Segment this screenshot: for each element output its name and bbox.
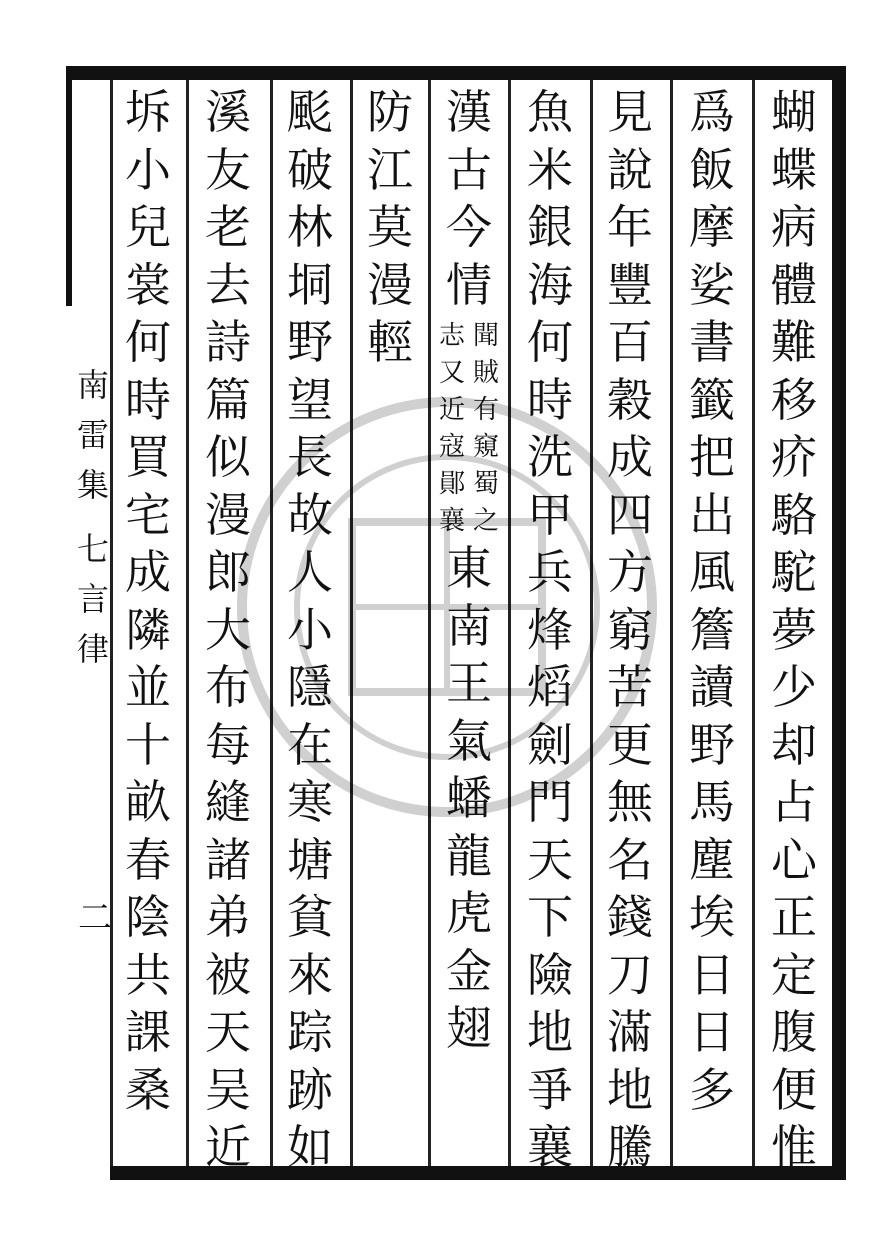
text-character: 兒 (125, 200, 171, 254)
text-column-8 (196, 84, 260, 1174)
text-character: 埃 (689, 890, 735, 944)
text-character: 病 (771, 200, 817, 254)
text-character: 溪 (205, 85, 251, 139)
text-character: 穀 (607, 372, 653, 427)
text-column-3 (598, 84, 662, 1174)
text-character: 年 (607, 200, 653, 254)
gutter-character: 言 (76, 580, 109, 618)
text-character: 王 (446, 656, 492, 710)
text-column-6 (358, 84, 422, 1164)
gutter-title (74, 360, 112, 674)
text-character: 大 (205, 602, 251, 657)
text-character: 情 (446, 257, 492, 312)
main-text-top (446, 84, 492, 314)
text-character: 塵 (689, 832, 735, 887)
main-text-bottom (446, 540, 492, 1058)
text-character: 氣 (446, 713, 492, 768)
text-character: 虎 (446, 886, 492, 940)
text-character: 移 (771, 372, 817, 427)
text-character: 江 (367, 142, 413, 197)
text-character: 出 (689, 487, 735, 542)
text-character: 銀 (527, 200, 573, 254)
text-character: 名 (607, 832, 653, 887)
text-character: 野 (287, 315, 333, 369)
text-character: 漫 (205, 487, 251, 542)
text-character: 熖 (527, 660, 573, 714)
column-rule (752, 80, 755, 1166)
gutter-character: 七 (76, 530, 109, 568)
text-character: 時 (527, 372, 573, 427)
text-character: 何 (125, 315, 171, 369)
text-character: 諸 (205, 832, 251, 887)
text-character: 說 (607, 142, 653, 197)
text-character: 駱 (771, 487, 817, 542)
text-character: 刀 (607, 947, 653, 1002)
gutter-character: 律 (76, 630, 109, 668)
text-character: 老 (205, 200, 251, 254)
text-column-1 (762, 84, 826, 1174)
text-character: 桑 (125, 1062, 171, 1117)
note-character: 寇 (438, 432, 465, 462)
text-character: 金 (446, 943, 492, 998)
text-character: 豐 (607, 257, 653, 312)
text-character: 錢 (607, 890, 653, 944)
text-character: 滿 (607, 1005, 653, 1059)
text-character: 隱 (287, 660, 333, 714)
text-character: 破 (287, 142, 333, 197)
text-character: 詩 (205, 315, 251, 369)
text-character: 郎 (205, 545, 251, 599)
text-character: 地 (527, 1005, 573, 1059)
note-left-line (439, 318, 465, 540)
text-character: 野 (689, 717, 735, 772)
text-character: 少 (771, 660, 817, 714)
text-character: 多 (689, 1062, 735, 1117)
text-character: 魚 (527, 85, 573, 139)
text-character: 林 (287, 200, 333, 254)
text-character: 時 (125, 372, 171, 427)
note-character: 又 (438, 358, 465, 388)
text-character: 蟠 (446, 771, 492, 825)
text-character: 近 (205, 1120, 251, 1174)
note-character: 聞 (473, 321, 500, 351)
gutter-character: 南 (76, 366, 109, 404)
text-character: 爲 (689, 85, 735, 139)
text-character: 苦 (607, 660, 653, 714)
text-character: 定 (771, 947, 817, 1002)
text-character: 甲 (527, 487, 573, 542)
text-character: 摩 (689, 200, 735, 254)
note-character: 近 (438, 395, 465, 425)
text-character: 下 (527, 890, 573, 944)
text-character: 在 (287, 717, 333, 772)
text-character: 如 (287, 1120, 333, 1174)
text-character: 貧 (287, 890, 333, 944)
text-character: 似 (205, 430, 251, 484)
text-column-5 (437, 84, 501, 1164)
text-character: 天 (527, 832, 573, 887)
note-character: 賊 (473, 358, 500, 388)
text-character: 見 (607, 85, 653, 139)
text-character: 何 (527, 315, 573, 369)
text-character: 爭 (527, 1062, 573, 1117)
text-character: 兵 (527, 545, 573, 599)
text-character: 共 (125, 947, 171, 1002)
text-character: 烽 (527, 602, 573, 657)
text-character: 吴 (205, 1062, 251, 1117)
text-character: 心 (771, 832, 817, 887)
text-character: 望 (287, 372, 333, 427)
text-character: 東 (446, 541, 492, 595)
note-character: 窺 (473, 432, 500, 462)
frame-left-border (66, 66, 72, 306)
text-character: 地 (607, 1062, 653, 1117)
text-character: 被 (205, 947, 251, 1002)
text-character: 日 (689, 1005, 735, 1059)
text-character: 古 (446, 142, 492, 197)
text-character: 成 (125, 545, 171, 599)
text-character: 天 (205, 1005, 251, 1059)
text-character: 百 (607, 315, 653, 369)
text-character: 篇 (205, 372, 251, 427)
text-character: 無 (607, 775, 653, 829)
gutter-character: 雷 (76, 416, 109, 454)
text-character: 把 (689, 430, 735, 484)
text-character: 簷 (689, 602, 735, 657)
text-character: 漢 (446, 85, 492, 139)
text-character: 騰 (607, 1120, 653, 1174)
text-character: 寒 (287, 775, 333, 829)
text-character: 裳 (125, 257, 171, 312)
text-character: 買 (125, 430, 171, 484)
text-character: 飯 (689, 142, 735, 197)
gutter-character: 集 (76, 466, 109, 504)
text-character: 蝶 (771, 142, 817, 197)
text-column-7 (278, 84, 342, 1174)
text-character: 難 (771, 315, 817, 369)
text-column-9 (116, 84, 180, 1164)
text-character: 娑 (689, 257, 735, 312)
text-character: 便 (771, 1062, 817, 1117)
text-character: 籤 (689, 372, 735, 427)
text-character: 小 (287, 602, 333, 657)
folio-number: 二 (78, 898, 112, 938)
text-character: 疥 (771, 430, 817, 484)
text-character: 去 (205, 257, 251, 312)
text-character: 布 (205, 660, 251, 714)
text-character: 腹 (771, 1005, 817, 1059)
text-column-4 (518, 84, 582, 1174)
text-character: 宅 (125, 487, 171, 542)
text-character: 友 (205, 142, 251, 197)
text-character: 漫 (367, 257, 413, 312)
text-character: 每 (205, 717, 251, 772)
note-character: 鄖 (438, 469, 465, 499)
text-character: 人 (287, 545, 333, 599)
text-character: 塘 (287, 832, 333, 887)
text-character: 弟 (205, 890, 251, 944)
text-character: 陰 (125, 890, 171, 944)
text-character: 十 (125, 717, 171, 772)
text-character: 來 (287, 947, 333, 1002)
text-character: 成 (607, 430, 653, 484)
text-character: 劍 (527, 717, 573, 772)
text-character: 體 (771, 257, 817, 312)
note-character: 志 (438, 321, 465, 351)
text-character: 門 (527, 775, 573, 829)
note-character: 蜀 (473, 469, 500, 499)
text-character: 翅 (446, 1001, 492, 1055)
text-character: 春 (125, 832, 171, 887)
text-character: 坼 (125, 85, 171, 139)
text-character: 長 (287, 430, 333, 484)
column-rule (186, 80, 189, 1166)
text-character: 並 (125, 660, 171, 714)
text-character: 更 (607, 717, 653, 772)
text-character: 隣 (125, 602, 171, 657)
text-character: 颩 (287, 85, 333, 139)
text-character: 險 (527, 947, 573, 1002)
text-character: 夢 (771, 602, 817, 657)
text-character: 日 (689, 947, 735, 1002)
text-character: 駝 (771, 545, 817, 599)
text-character: 方 (607, 545, 653, 599)
text-character: 洗 (527, 430, 573, 484)
text-character: 海 (527, 257, 573, 312)
frame-top-border (66, 66, 846, 80)
note-right-line (473, 318, 499, 540)
text-character: 却 (771, 717, 817, 772)
frame-right-border (832, 66, 846, 1180)
text-character: 縫 (205, 775, 251, 829)
note-character: 有 (473, 395, 500, 425)
text-character: 輕 (367, 315, 413, 369)
text-character: 惟 (771, 1120, 817, 1174)
text-character: 故 (287, 487, 333, 542)
text-character: 窮 (607, 602, 653, 657)
text-character: 莫 (367, 200, 413, 254)
text-character: 畝 (125, 775, 171, 829)
column-rule (670, 80, 673, 1166)
text-character: 跡 (287, 1062, 333, 1117)
text-character: 風 (689, 545, 735, 599)
note-character: 襄 (438, 506, 465, 536)
text-character: 小 (125, 142, 171, 197)
text-character: 馬 (689, 775, 735, 829)
text-character: 南 (446, 598, 492, 653)
text-character: 防 (367, 85, 413, 139)
text-character: 龍 (446, 828, 492, 883)
text-character: 占 (771, 775, 817, 829)
text-character: 蝴 (771, 85, 817, 139)
interlinear-note (439, 318, 499, 540)
text-character: 四 (607, 487, 653, 542)
note-character: 之 (473, 506, 500, 536)
text-character: 垌 (287, 257, 333, 312)
text-character: 米 (527, 142, 573, 197)
text-column-2 (680, 84, 744, 1164)
text-character: 襄 (527, 1120, 573, 1174)
text-character: 課 (125, 1005, 171, 1059)
text-character: 踪 (287, 1005, 333, 1059)
text-character: 今 (446, 200, 492, 254)
text-character: 書 (689, 315, 735, 369)
text-character: 讀 (689, 660, 735, 714)
text-character: 正 (771, 890, 817, 944)
